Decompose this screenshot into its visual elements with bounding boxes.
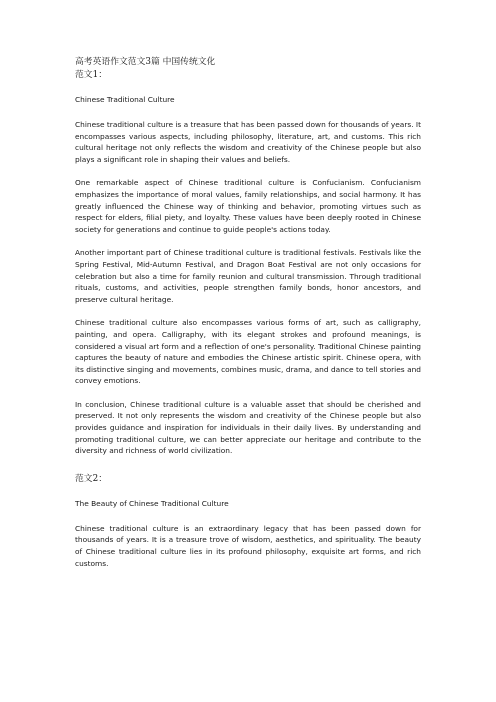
essay-2-label: 范文2： <box>75 473 107 484</box>
essay-1-title: Chinese Traditional Culture <box>75 95 175 104</box>
essay-1-paragraph-2: One remarkable aspect of Chinese traditional culture is Confucianism. Confucianism emphasizes the importance of moral values, family relationships, and social harmony. It has greatly influenced the Chinese way of thinking and behavior, promoting virtues such as respect for elders, filial piety, and loyalty. These values have been deeply rooted in Chinese society for generations and continue to guide people's actions today. <box>75 178 421 234</box>
essay-2-title: The Beauty of Chinese Traditional Culture <box>75 498 229 508</box>
document-body <box>75 56 421 569</box>
essay-1-paragraph-4: Chinese traditional culture also encompasses various forms of art, such as calligraphy, painting, and opera. Calligraphy, with its elegant strokes and profound meanings, is considered a visual art form and a reflection of one's personality. Traditional Chinese painting captures the beauty of nature and embodies the Chinese artistic spirit. Chinese opera, with its distinctive singing and movements, combines music, drama, and dance to tell stories and convey emotions. <box>75 318 421 386</box>
essay-2-paragraph-1: Chinese traditional culture is an extraordinary legacy that has been passed down for thousands of years. It is a treasure trove of wisdom, aesthetics, and spirituality. The beauty of Chinese traditional culture lies in its profound philosophy, exquisite art forms, and rich customs. <box>75 523 421 568</box>
essay-1-label: 范文1： <box>75 70 107 80</box>
essay-1-paragraph-1: Chinese traditional culture is a treasure that has been passed down for thousands of years. It encompasses various aspects, including philosophy, literature, art, and customs. This rich cultural heritage not only reflects the wisdom and creativity of the Chinese people but also plays a significant role in shaping their values and beliefs. <box>75 120 421 164</box>
essay-1-paragraph-3: Another important part of Chinese traditional culture is traditional festivals. Festivals like the Spring Festival, Mid-Autumn Festival, and Dragon Boat Festival are not only occasions for celebration but also a time for family reunion and cultural transmission. Through traditional rituals, customs, and activities, people strengthen family bonds, honor ancestors, and preserve cultural heritage. <box>75 248 421 304</box>
document-title: 高考英语作文范文3篇 中国传统文化 <box>75 57 216 67</box>
essay-1-paragraph-5: In conclusion, Chinese traditional culture is a valuable asset that should be cherished and preserved. It not only represents the wisdom and creativity of the Chinese people but also provides guidance and inspiration for individuals in their daily lives. By understanding and promoting traditional culture, we can better appreciate our heritage and contribute to the diversity and richness of world civilization. <box>75 399 421 456</box>
